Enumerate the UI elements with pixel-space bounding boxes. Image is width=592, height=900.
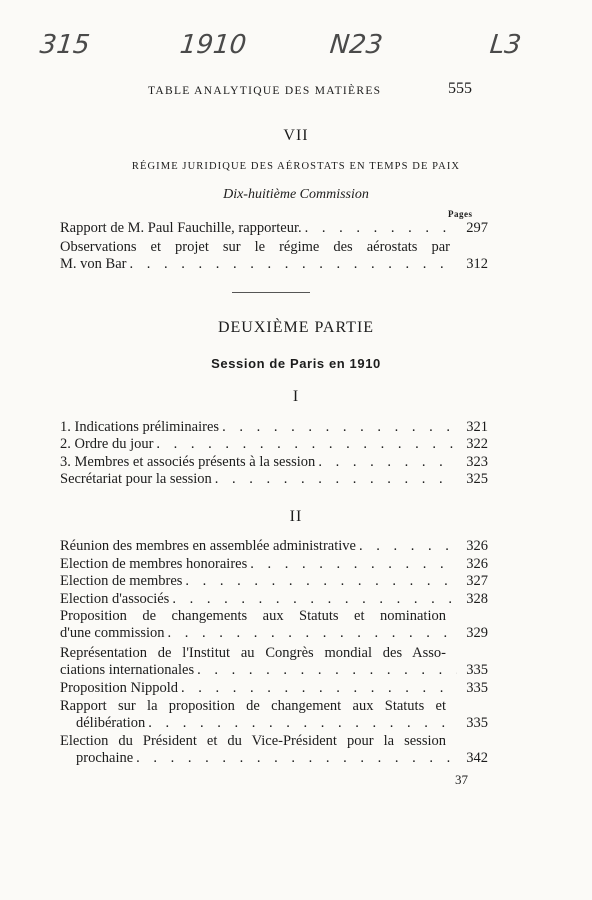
toc-entry-title: Secrétariat pour la session	[60, 471, 212, 487]
toc-entry-title-line2: M. von Bar	[60, 256, 127, 272]
toc-entry	[60, 680, 488, 697]
leader-dots	[136, 750, 457, 767]
section-vii-subtitle: Dix-huitième Commission	[223, 187, 369, 202]
toc-entry	[60, 608, 488, 642]
toc-entry-title-line1: Election du Président et du Vice-Président pour la session	[60, 733, 446, 749]
leader-dots	[197, 662, 457, 679]
toc-entry-page: 297	[466, 220, 488, 236]
section-i-numeral: I	[292, 388, 300, 405]
toc-entry-title: 1. Indications préliminaires	[60, 419, 220, 435]
leader-dots	[250, 556, 457, 573]
toc-entry	[60, 573, 488, 590]
leader-dots	[215, 471, 457, 488]
leader-dots	[318, 454, 457, 471]
toc-entry-title-line2: prochaine	[76, 750, 134, 766]
toc-entry-page: 342	[466, 750, 488, 766]
toc-entry-title-line1: Représentation de l'Institut au Congrès mondial des Asso-	[60, 645, 446, 661]
leader-dots	[185, 573, 457, 590]
toc-entry-title: 3. Membres et associés présents à la session	[60, 454, 316, 470]
toc-entry-title: Election de membres honoraires	[60, 556, 248, 572]
running-title: TABLE ANALYTIQUE DES MATIÈRES	[148, 85, 382, 97]
toc-entry	[60, 698, 488, 732]
toc-entry-title: Election d'associés	[60, 591, 170, 607]
handwritten-note-3: N23	[328, 30, 385, 60]
handwritten-note-1: 315	[38, 30, 92, 60]
toc-entry	[60, 733, 488, 767]
toc-entry-title-line2: d'une commission	[60, 625, 165, 641]
toc-entry-page: 326	[466, 556, 488, 572]
toc-entry-page: 335	[466, 715, 488, 731]
toc-entry-page: 335	[466, 662, 488, 678]
toc-entry-title-line1: Rapport sur la proposition de changement aux Statuts et	[60, 698, 446, 714]
section-ii-numeral: II	[289, 508, 303, 525]
toc-entry	[60, 220, 488, 237]
toc-entry	[60, 538, 488, 555]
leader-dots	[148, 715, 457, 732]
toc-entry-page: 335	[466, 680, 488, 696]
toc-entry-page: 323	[466, 454, 488, 470]
toc-entry	[60, 419, 488, 436]
toc-entry-page: 322	[466, 436, 488, 452]
toc-entry-title: Election de membres	[60, 573, 183, 589]
handwritten-note-2: 1910	[178, 30, 248, 60]
toc-entry-page: 321	[466, 419, 488, 435]
part-title: DEUXIÈME PARTIE	[217, 319, 375, 336]
leader-dots	[156, 436, 457, 453]
toc-entry-title: Rapport de M. Paul Fauchille, rapporteur.	[60, 220, 302, 236]
toc-entry	[60, 239, 488, 273]
toc-entry-title-line2: ciations internationales	[60, 662, 195, 678]
toc-entry	[60, 645, 488, 679]
leader-dots	[181, 680, 457, 697]
page-number: 555	[448, 80, 472, 97]
toc-entry-page: 325	[466, 471, 488, 487]
section-vii-title: RÉGIME JURIDIQUE DES AÉROSTATS EN TEMPS DE PAIX	[131, 161, 461, 172]
toc-entry-page: 328	[466, 591, 488, 607]
pages-column-header: Pages	[448, 209, 473, 219]
toc-entry-title-line1: Proposition de changements aux Statuts et nomination	[60, 608, 446, 624]
leader-dots	[305, 220, 457, 237]
handwritten-note-4: L3	[488, 30, 523, 60]
toc-entry-title-line2: délibération	[76, 715, 146, 731]
toc-entry-title-line1: Observations et projet sur le régime des aérostats par	[60, 239, 450, 255]
leader-dots	[222, 419, 457, 436]
toc-entry	[60, 591, 488, 608]
divider-rule	[232, 292, 310, 293]
toc-entry-page: 326	[466, 538, 488, 554]
leader-dots	[359, 538, 457, 555]
toc-entry	[60, 454, 488, 471]
toc-entry	[60, 471, 488, 488]
leader-dots	[172, 591, 457, 608]
leader-dots	[129, 256, 457, 273]
toc-entry-title: Réunion des membres en assemblée administrative	[60, 538, 356, 554]
toc-entry-title: 2. Ordre du jour	[60, 436, 154, 452]
leader-dots	[168, 625, 457, 642]
section-vii-numeral: VII	[283, 127, 309, 144]
session-title: Session de Paris en 1910	[211, 356, 381, 371]
toc-entry	[60, 556, 488, 573]
signature-mark: 37	[455, 772, 468, 787]
toc-entry-page: 312	[466, 256, 488, 272]
toc-entry-page: 327	[466, 573, 488, 589]
toc-entry-page: 329	[466, 625, 488, 641]
toc-entry	[60, 436, 488, 453]
toc-entry-title: Proposition Nippold	[60, 680, 179, 696]
